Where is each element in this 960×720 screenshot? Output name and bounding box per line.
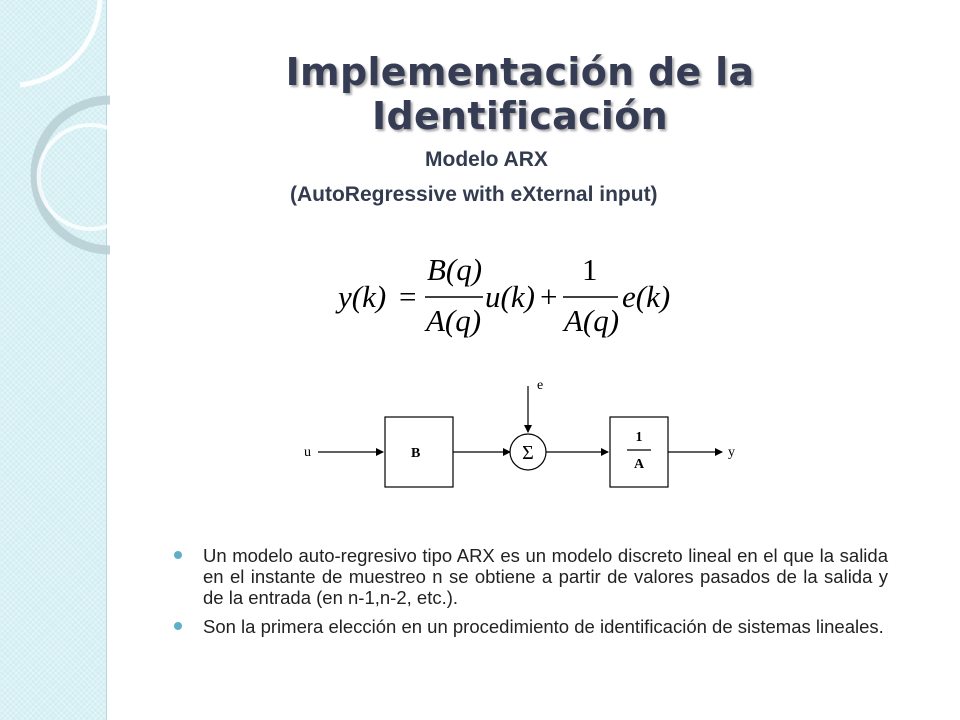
diagram-input-label: u xyxy=(304,445,311,460)
formula-lhs: y(k) xyxy=(338,279,387,314)
arx-formula xyxy=(335,250,680,342)
block-b-label: B xyxy=(411,446,421,461)
subtitle-model-description: (AutoRegressive with eXternal input) xyxy=(290,183,658,206)
formula-denominator-a2: A(q) xyxy=(564,303,620,338)
formula-numerator-b: B(q) xyxy=(427,252,483,287)
block-diagram xyxy=(290,370,770,500)
formula-term-e: e(k) xyxy=(622,279,671,314)
block-a-denominator: A xyxy=(633,457,645,472)
formula-denominator-a: A(q) xyxy=(426,303,482,338)
formula-plus: + xyxy=(540,279,558,314)
bullet-list xyxy=(172,545,888,645)
bullet-dot-icon xyxy=(174,551,182,559)
sum-symbol: Σ xyxy=(522,442,534,464)
slide-title: Implementación de la Identificación xyxy=(285,50,755,138)
block-a-numerator: 1 xyxy=(635,430,643,445)
formula-term-u: u(k) xyxy=(485,279,535,314)
bullet-item xyxy=(172,545,888,608)
diagram-disturbance-label: e xyxy=(537,378,544,393)
formula-equals: = xyxy=(399,279,417,314)
decorative-arcs xyxy=(0,0,130,280)
subtitle-model-name: Modelo ARX xyxy=(425,148,548,171)
bullet-text: Un modelo auto-regresivo tipo ARX es un modelo discreto lineal en el que la salida en el instante de muestreo n se obtiene a partir de valores pasados de la salida y de la entrada (en n-1,n-2, etc.). xyxy=(203,545,888,608)
bullet-item xyxy=(172,616,888,637)
formula-numerator-one: 1 xyxy=(582,252,598,287)
block-inverse-a xyxy=(610,417,668,487)
bullet-dot-icon xyxy=(174,622,182,630)
bullet-text: Son la primera elección en un procedimiento de identificación de sistemas lineales. xyxy=(203,616,884,637)
decorative-arc-top xyxy=(20,0,100,85)
diagram-output-label: y xyxy=(728,445,735,460)
